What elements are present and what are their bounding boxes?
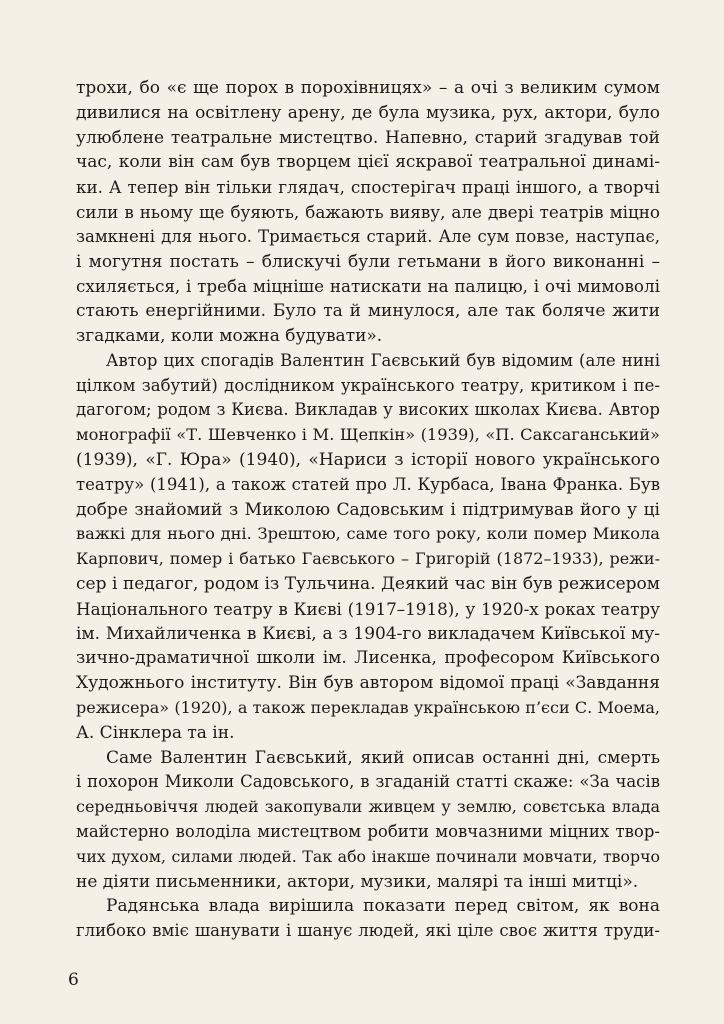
text-line: ім. Михайличенка в Києві, а з 1904-го викладачем Київської му-	[76, 623, 660, 644]
text-line: добре знайомий з Миколою Садовським і підтримував його у ці	[76, 499, 660, 520]
text-line: Художнього інституту. Він був автором відомої праці «Завдання	[76, 673, 660, 694]
text-line: дагогом; родом з Києва. Викладав у високих школах Києва. Автор	[76, 400, 660, 420]
page-number: 6	[68, 970, 79, 990]
text-line: сили в ньому ще буяють, бажають вияву, але двері театрів міцно	[76, 201, 660, 222]
text-line: ки. А тепер він тільки глядач, спостерігач праці іншого, а творчі	[76, 177, 660, 198]
text-line: сер і педагог, родом із Тульчина. Деякий час він був режисером	[76, 573, 660, 594]
text-line: А. Сінклера та ін.	[76, 722, 235, 743]
text-line: (1939), «Г. Юра» (1940), «Нариси з історії нового українського	[76, 449, 660, 470]
text-line: Національного театру в Києві (1917–1918), у 1920-х роках театру	[76, 598, 660, 619]
text-line: Саме Валентин Гаєвський, який описав останні дні, смерть	[106, 747, 660, 768]
text-line: дивилися на освітлену арену, де була музика, рух, актори, було	[76, 102, 660, 123]
text-line: важкі для нього дні. Зрештою, саме того року, коли помер Микола	[76, 524, 660, 544]
text-line: і могутня постать – блискучі були гетьмани в його виконанні –	[76, 251, 660, 272]
text-line: театру» (1941), а також статей про Л. Курбаса, Івана Франка. Був	[76, 474, 660, 494]
text-line: улюблене театральне мистецтво. Напевно, старий згадував той	[76, 127, 660, 148]
text-line: майстерно володіла мистецтвом робити мовчазними міцних твор-	[76, 821, 660, 841]
text-line: Автор цих спогадів Валентин Гаєвський був відомим (але нині	[106, 350, 660, 370]
text-line: чих духом, силами людей. Так або інакше починали мовчати, творчо	[76, 846, 660, 866]
text-line: цілком забутий) дослідником українського театру, критиком і пе-	[76, 375, 660, 395]
text-line: Карпович, помер і батько Гаєвського – Григорій (1872–1933), режи-	[76, 549, 660, 569]
text-line: глибоко вміє шанувати і шанує людей, які ціле своє життя труди-	[76, 921, 660, 941]
text-line: режисера» (1920), а також перекладав українською п’єси С. Моема,	[76, 697, 660, 717]
text-line: стають енергійними. Було та й минулося, але так боляче жити	[76, 301, 660, 322]
text-line: трохи, бо «є ще порох в порохівницях» – а очі з великим сумом	[76, 78, 660, 98]
text-line: Радянська влада вирішила показати перед світом, як вона	[106, 896, 660, 917]
text-line: час, коли він сам був творцем цієї яскравої театральної динамі-	[76, 152, 660, 173]
text-line: не діяти письменники, актори, музики, малярі та інші митці».	[76, 871, 639, 892]
text-line: і похорон Миколи Садовського, в згаданій статті скаже: «За часів	[76, 772, 660, 792]
text-line: монографії «Т. Шевченко і М. Щепкін» (1939), «П. Саксаганський»	[76, 425, 660, 445]
text-line: середньовіччя людей закопували живцем у землю, совєтська влада	[76, 797, 660, 817]
text-line: замкнені для нього. Тримається старий. Але сум повзе, наступає,	[76, 226, 660, 246]
text-line: згадками, коли можна будувати».	[76, 325, 383, 346]
body-text	[76, 76, 660, 944]
text-line: зично-драматичної школи ім. Лисенка, професором Київського	[76, 648, 660, 669]
text-line: схиляється, і треба міцніше натискати на палицю, і очі мимоволі	[76, 276, 660, 297]
